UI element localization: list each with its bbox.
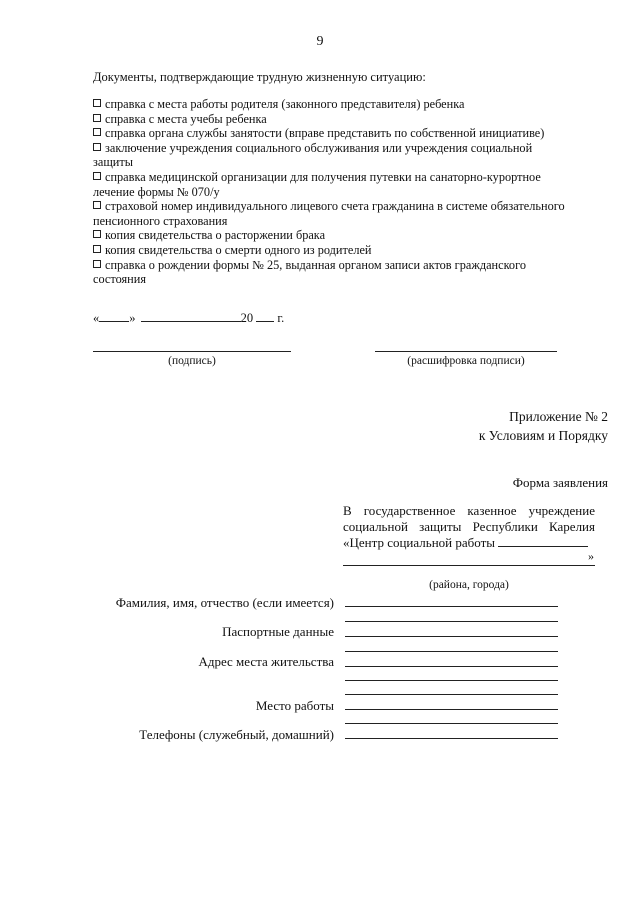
address-field[interactable] bbox=[345, 651, 558, 652]
document-item: справка с места работы родителя (законного представителя) ребенка bbox=[93, 97, 588, 112]
checkbox-icon[interactable] bbox=[93, 260, 101, 268]
checkbox-icon[interactable] bbox=[93, 99, 101, 107]
signature-caption: (подпись) bbox=[168, 355, 216, 367]
page-number: 9 bbox=[316, 34, 324, 49]
address-field-2[interactable] bbox=[345, 666, 558, 667]
passport-field[interactable] bbox=[345, 621, 558, 622]
passport-field-2[interactable] bbox=[345, 636, 558, 637]
district-line[interactable] bbox=[343, 565, 595, 566]
address-label: Адрес места жительства bbox=[198, 654, 334, 669]
day-blank[interactable] bbox=[99, 311, 129, 322]
appendix-heading: Приложение № 2 к Условиям и Порядку bbox=[478, 409, 608, 443]
checkbox-icon[interactable] bbox=[93, 201, 101, 209]
document-item: страховой номер индивидуального лицевого счета гражданина в системе обязательного пенсионного страхования bbox=[93, 199, 565, 228]
phones-label: Телефоны (служебный, домашний) bbox=[139, 727, 334, 742]
address-field-4[interactable] bbox=[345, 694, 558, 695]
phones-field[interactable] bbox=[345, 738, 558, 739]
document-item: копия свидетельства о расторжении брака bbox=[93, 228, 588, 243]
document-item: копия свидетельства о смерти одного из родителей bbox=[93, 243, 588, 258]
checkbox-icon[interactable] bbox=[93, 114, 101, 122]
workplace-label: Место работы bbox=[255, 698, 334, 713]
passport-label: Паспортные данные bbox=[222, 624, 334, 639]
month-blank[interactable] bbox=[141, 311, 241, 322]
checkbox-icon[interactable] bbox=[93, 172, 101, 180]
full-name-label: Фамилия, имя, отчество (если имеется) bbox=[115, 595, 334, 610]
center-name-blank[interactable] bbox=[498, 536, 588, 547]
year-blank[interactable] bbox=[256, 311, 274, 322]
signature-decode-caption: (расшифровка подписи) bbox=[407, 355, 525, 367]
checkbox-icon[interactable] bbox=[93, 245, 101, 253]
document-item: заключение учреждения социального обслуживания или учреждения социальной защиты bbox=[93, 140, 533, 170]
document-item: справка медицинской организации для получения путевки на санаторно-курортное лечение формы № 070/у bbox=[93, 169, 541, 199]
signature-line[interactable] bbox=[93, 351, 291, 352]
addressee-block: В государственное казенное учреждение социальной защиты Республики Карелия «Центр социальной работы bbox=[343, 503, 595, 550]
checkbox-icon[interactable] bbox=[93, 143, 101, 151]
document-item: справка о рождении формы № 25, выданная органом записи актов гражданского состояния bbox=[93, 257, 526, 287]
documents-intro: Документы, подтверждающие трудную жизненную ситуацию: bbox=[93, 70, 426, 84]
checkbox-icon[interactable] bbox=[93, 128, 101, 136]
document-item: справка органа службы занятости (вправе представить по собственной инициативе) bbox=[93, 126, 588, 141]
signature-decode-line[interactable] bbox=[375, 351, 557, 352]
addressee-close-quote: » bbox=[588, 549, 594, 563]
workplace-field[interactable] bbox=[345, 709, 558, 710]
checkbox-icon[interactable] bbox=[93, 230, 101, 238]
date-field: « » 20 г. bbox=[93, 311, 285, 325]
district-caption: (района, города) bbox=[429, 579, 509, 591]
address-field-3[interactable] bbox=[345, 680, 558, 681]
workplace-field-2[interactable] bbox=[345, 723, 558, 724]
full-name-field[interactable] bbox=[345, 606, 558, 607]
documents-list bbox=[93, 97, 588, 287]
form-title: Форма заявления bbox=[512, 475, 608, 490]
document-item: справка с места учебы ребенка bbox=[93, 112, 588, 127]
